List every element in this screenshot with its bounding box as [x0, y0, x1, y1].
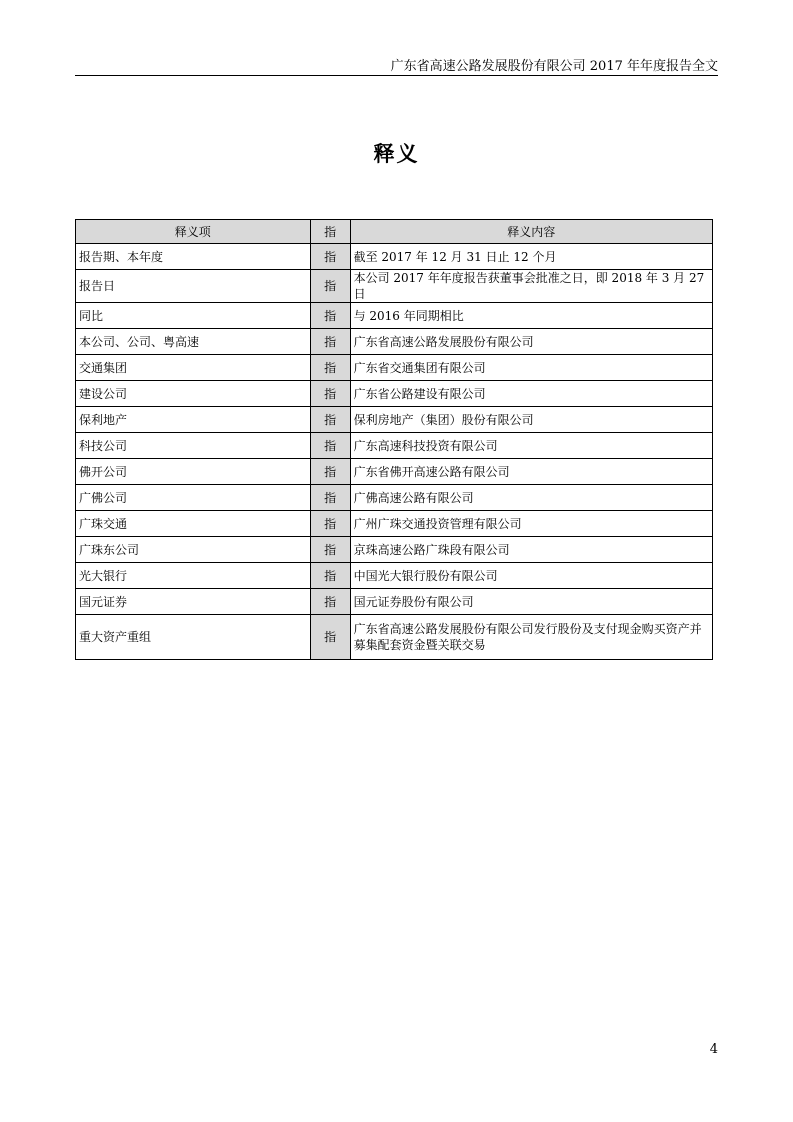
header-divider	[75, 75, 718, 76]
term-cell: 科技公司	[76, 433, 311, 459]
term-cell: 国元证券	[76, 589, 311, 615]
marker-cell: 指	[310, 270, 350, 303]
term-cell: 重大资产重组	[76, 615, 311, 660]
definition-cell: 广东省交通集团有限公司	[350, 355, 712, 381]
marker-cell: 指	[310, 433, 350, 459]
marker-cell: 指	[310, 381, 350, 407]
table-row	[76, 589, 713, 615]
marker-cell: 指	[310, 303, 350, 329]
term-cell: 广珠交通	[76, 511, 311, 537]
term-cell: 建设公司	[76, 381, 311, 407]
table-row	[76, 537, 713, 563]
definition-cell: 截至 2017 年 12 月 31 日止 12 个月	[350, 244, 712, 270]
definition-cell: 本公司 2017 年年度报告获董事会批准之日，即 2018 年 3 月 27 日	[350, 270, 712, 303]
running-header: 广东省高速公路发展股份有限公司 2017 年年度报告全文	[390, 59, 718, 74]
table-row	[76, 381, 713, 407]
definition-cell: 国元证券股份有限公司	[350, 589, 712, 615]
marker-cell: 指	[310, 589, 350, 615]
term-cell: 本公司、公司、粤高速	[76, 329, 311, 355]
table-header-row	[76, 220, 713, 244]
table-row	[76, 433, 713, 459]
term-cell: 交通集团	[76, 355, 311, 381]
column-header-marker: 指	[310, 220, 350, 244]
definition-cell: 京珠高速公路广珠段有限公司	[350, 537, 712, 563]
term-cell: 保利地产	[76, 407, 311, 433]
definition-cell: 广东省公路建设有限公司	[350, 381, 712, 407]
definition-cell: 广州广珠交通投资管理有限公司	[350, 511, 712, 537]
definitions-table	[75, 219, 713, 660]
marker-cell: 指	[310, 537, 350, 563]
definition-cell: 保利房地产（集团）股份有限公司	[350, 407, 712, 433]
term-cell: 广佛公司	[76, 485, 311, 511]
column-header-definition: 释义内容	[350, 220, 712, 244]
definition-cell: 中国光大银行股份有限公司	[350, 563, 712, 589]
marker-cell: 指	[310, 615, 350, 660]
marker-cell: 指	[310, 407, 350, 433]
table-row	[76, 303, 713, 329]
table-row	[76, 615, 713, 660]
term-cell: 广珠东公司	[76, 537, 311, 563]
table-row	[76, 459, 713, 485]
table-row	[76, 355, 713, 381]
term-cell: 同比	[76, 303, 311, 329]
marker-cell: 指	[310, 355, 350, 381]
term-cell: 报告日	[76, 270, 311, 303]
table-row	[76, 244, 713, 270]
definition-cell: 广东高速科技投资有限公司	[350, 433, 712, 459]
term-cell: 光大银行	[76, 563, 311, 589]
table-row	[76, 485, 713, 511]
table-row	[76, 563, 713, 589]
definition-cell: 广东省佛开高速公路有限公司	[350, 459, 712, 485]
definition-cell: 广佛高速公路有限公司	[350, 485, 712, 511]
marker-cell: 指	[310, 244, 350, 270]
definition-cell: 与 2016 年同期相比	[350, 303, 712, 329]
marker-cell: 指	[310, 485, 350, 511]
marker-cell: 指	[310, 563, 350, 589]
marker-cell: 指	[310, 459, 350, 485]
definition-cell: 广东省高速公路发展股份有限公司发行股份及支付现金购买资产并募集配套资金暨关联交易	[350, 615, 712, 660]
definition-cell: 广东省高速公路发展股份有限公司	[350, 329, 712, 355]
table-row	[76, 270, 713, 303]
page-title: 释义	[373, 141, 420, 166]
page-number: 4	[709, 1042, 718, 1057]
term-cell: 佛开公司	[76, 459, 311, 485]
marker-cell: 指	[310, 511, 350, 537]
table-row	[76, 329, 713, 355]
column-header-term: 释义项	[76, 220, 311, 244]
table-row	[76, 407, 713, 433]
marker-cell: 指	[310, 329, 350, 355]
table-row	[76, 511, 713, 537]
term-cell: 报告期、本年度	[76, 244, 311, 270]
